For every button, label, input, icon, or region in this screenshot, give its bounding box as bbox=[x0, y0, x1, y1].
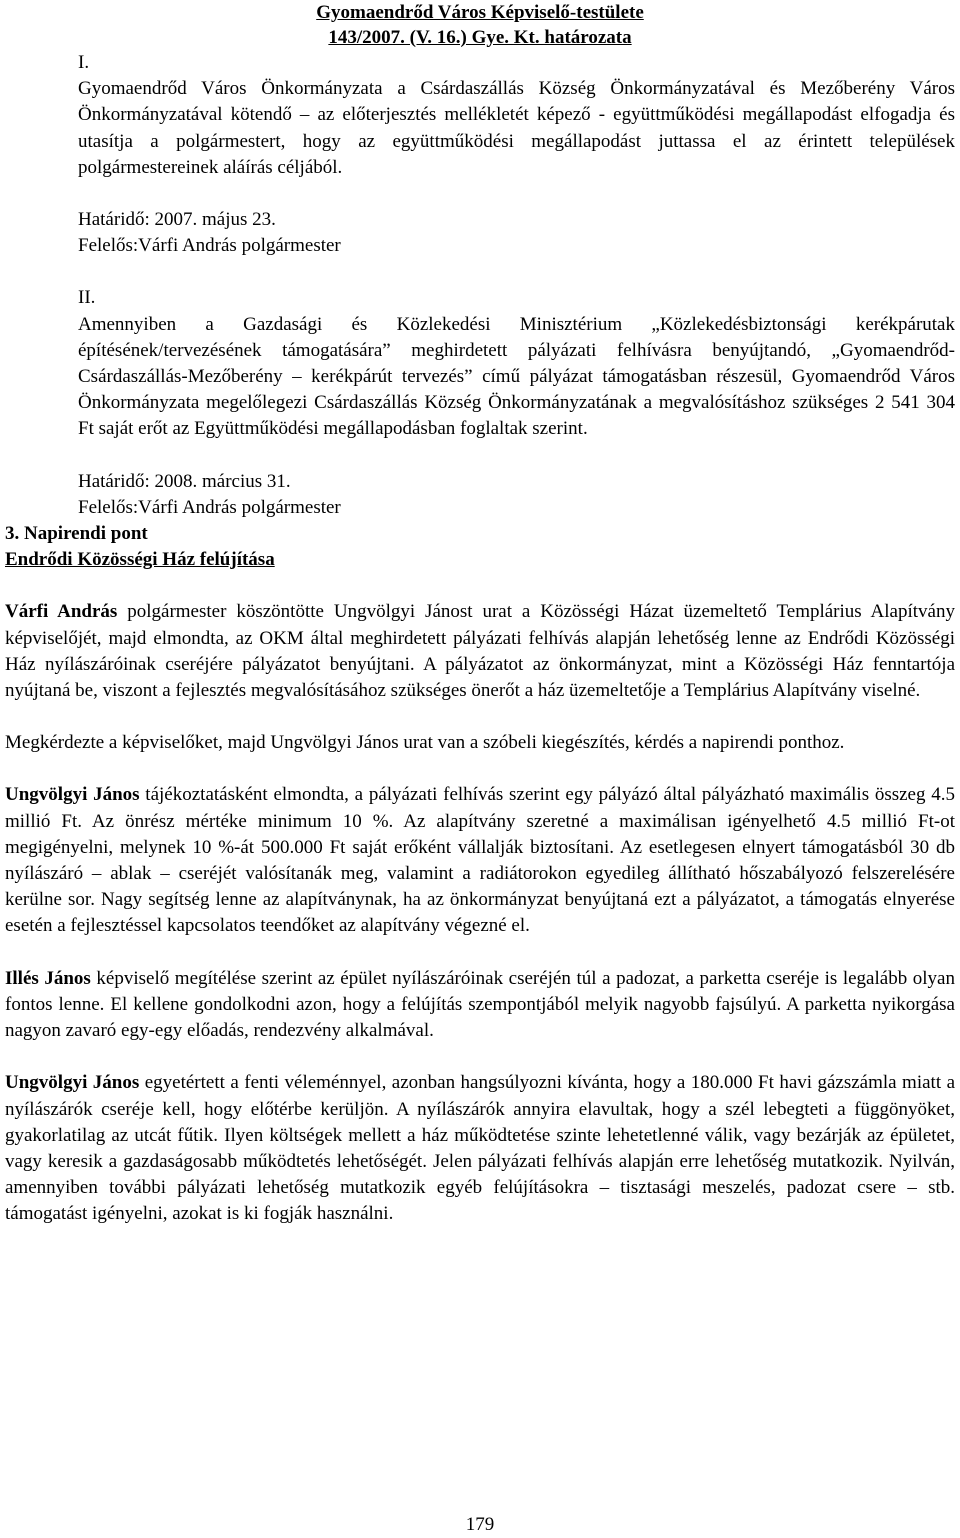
section-2-text: Amennyiben a Gazdasági és Közlekedési Minisztérium „Közlekedésbiztonsági kerékpárutak építésének/tervezésének támogatására” meghirdetett pályázati felhívásra benyújtandó, „Gyomaendrőd-Csárdaszállás-Mezőberény – kerékpárút tervezés” című pályázat támogatásban részesül, Gyomaendrőd Város Önkormányzata megelőlegezi Csárdaszállás Község Önkormányzatának a megvalósításhoz szükséges 2 541 304 Ft saját erőt az Együttműködési megállapodásban foglaltak szerint. bbox=[78, 313, 955, 440]
section-1-responsible: Felelős:Várfi András polgármester bbox=[78, 235, 341, 257]
section-2-deadline: Határidő: 2008. március 31. bbox=[78, 470, 291, 492]
section-1-text: Gyomaendrőd Város Önkormányzata a Csárdaszállás Község Önkormányzatával és Mezőberény Város Önkormányzatával kötendő – az előterjesztés mellékletét képező - együttműködési megállapodást elfogadja és utasítja a polgármestert, hogy az együttműködési megállapodást juttassa el az érintett települések polgármestereinek aláírás céljából. bbox=[78, 78, 955, 178]
paragraph-text: egyetértett a fenti véleménnyel, azonban hangsúlyozni kívánta, hogy a 180.000 Ft havi gázszámla miatt a nyílászárók cseréje kell, hogy előtérbe kerüljön. A nyílászárók annyira elavultak, hogy a szél lebegteti a függönyöket, gyakorlatilag az utcát fűtik. Ilyen költségek mellett a ház működtetése szinte lehetetlenné válik, vagy bezárják az épületet, vagy keresik a gazdaságosabb működtetés lehetőségét. Jelen pályázati felhívás alapján erre lehetőség mutatkozik. Nyilván, amennyiben további pályázati lehetőség mutatkozik egyéb felújításokra – tisztasági meszelés, padozat csere – stb. támogatást igényelni, azokat is ki fogják használni. bbox=[5, 1072, 955, 1225]
section-1 bbox=[78, 50, 955, 285]
paragraph-1 bbox=[5, 599, 955, 704]
header-resolution-number: 143/2007. (V. 16.) Gye. Kt. határozata bbox=[328, 27, 632, 48]
paragraph-2 bbox=[5, 730, 955, 756]
speaker-name: Ungvölgyi János bbox=[5, 784, 140, 806]
section-2-responsible: Felelős:Várfi András polgármester bbox=[78, 496, 341, 518]
page-number: 179 bbox=[465, 1514, 495, 1535]
section-1-deadline: Határidő: 2007. május 23. bbox=[78, 209, 276, 231]
paragraph-text: polgármester köszöntötte Ungvölgyi Jánost urat a Közösségi Házat üzemeltető Templárius Alapítvány képviselőjét, majd elmondta, az OKM által meghirdetett pályázati felhívás alapján lehetőség lenne az Endrődi Közösségi Ház nyílászáróinak cseréjére pályázatot benyújtani. A pályázatot az önkormányzat, mint a Közösségi Ház fenntartója nyújtaná be, viszont a fejlesztés megvalósításához szükséges önerőt a ház üzemeltetője a Templárius Alapítvány viselné. bbox=[5, 601, 955, 702]
section-2 bbox=[78, 285, 955, 521]
header-council-name: Gyomaendrőd Város Képviselő-testülete bbox=[316, 2, 644, 23]
section-1-label: I. bbox=[78, 52, 90, 73]
paragraph-4 bbox=[5, 966, 955, 1045]
agenda-number: 3. Napirendi pont bbox=[5, 523, 148, 545]
paragraph-5 bbox=[5, 1070, 955, 1227]
section-2-label: II. bbox=[78, 287, 96, 309]
speaker-name: Ungvölgyi János bbox=[5, 1072, 140, 1094]
resolution-header bbox=[0, 0, 960, 50]
agenda-title: Endrődi Közösségi Ház felújítása bbox=[5, 549, 275, 571]
paragraph-text: képviselő megítélése szerint az épület nyílászáróinak cseréjén túl a padozat, a parketta cseréje is legalább olyan fontos lenne. El kellene gondolkodni azon, hogy a felújítás szempontjából melyik nagyobb fajsúlyú. A parketta nyikorgása nagyon zavaró egy-egy előadás, rendezvény alkalmával. bbox=[5, 967, 955, 1042]
speaker-name: Várfi András bbox=[5, 601, 118, 623]
paragraph-3 bbox=[5, 782, 955, 939]
agenda-block bbox=[5, 521, 955, 1227]
paragraph-text: tájékoztatásként elmondta, a pályázati felhívás szerint egy pályázó által pályázható maximális összeg 4.5 millió Ft. Az önrész mértéke minimum 10 %. Az alapítvány szeretné a maximálisan igényelhető 4.5 millió Ft-ot megigényelni, melynek 10 %-át 500.000 Ft saját erőként vállalják biztosítani. Az esetlegesen elnyert támogatásból 30 db nyílászáró – ablak – cseréjét valósítanák meg, valamint a radiátorokon egyedileg állítható hőszabályozó felszerelésére kerülne sor. Nagy segítség lenne az alapítványnak, ha az önkormányzat benyújtaná ezt a pályázatot, a támogatás elnyerése esetén a fejlesztéssel kapcsolatos teendőket az alapítvány végezné el. bbox=[5, 784, 955, 937]
paragraph-text: Megkérdezte a képviselőket, majd Ungvölgyi János urat van a szóbeli kiegészítés, kérdés a napirendi ponthoz. bbox=[5, 732, 845, 754]
speaker-name: Illés János bbox=[5, 967, 91, 989]
